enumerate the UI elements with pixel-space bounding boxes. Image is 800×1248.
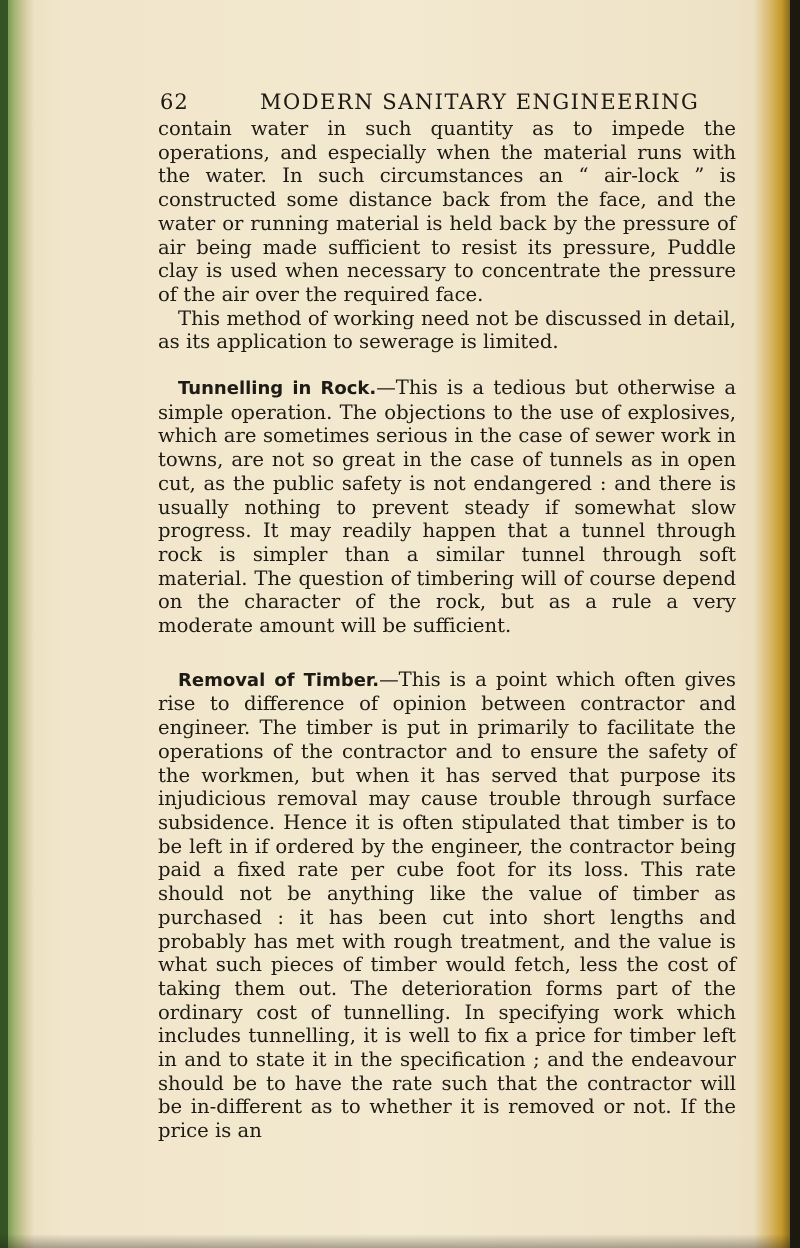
section-heading-timber: Removal of Timber. [178,669,380,691]
section-text-timber: —This is a point which often gives rise to difference of opinion between contractor and engineer. The timber is put in primarily to facilitate the operations of the contractor and to ensure the safety of the workmen, but when it has served that purpose its injudicious removal may cause trouble through surface subsidence. Hence it is often stipulated that timber is to be left in if ordered by the engineer, the contractor being paid a fixed rate per cube foot for its loss. This rate should not be anything like the value of timber as purchased : it has been cut into short lengths and probably has met with rough treatment, and the value is what such pieces of timber would fetch, less the cost of taking them out. The deterioration forms part of the ordinary cost of tunnelling. In specifying work which includes tunnelling, it is well to fix a price for timber left in and to state it in the specification ; and the endeavour should be to have the rate such that the contractor will be in-different as to whether it is removed or not. If the price is an [158,667,736,1143]
page-number: 62 [160,90,189,114]
section-text-tunnelling: —This is a tedious but otherwise a simple operation. The objections to the use of explosives, which are sometimes serious in the case of sewer work in towns, are not so great in the case of tunnels as in open cut, as the public safety is not endangered : and there is usually nothing to prevent steady if somewhat slow progress. It may readily happen that a tunnel through rock is simpler than a similar tunnel through soft material. The question of timbering will of course depend on the character of the rock, but as a rule a very moderate amount will be sufficient. [158,376,737,638]
running-header [160,90,720,120]
paragraph-method: This method of working need not be discussed in detail, as its application to sewerage is limited. [158,306,736,354]
section-removal-of-timber [158,668,736,1143]
binding-strip [0,0,8,1248]
page-fore-edge [790,0,800,1248]
paragraph-continued: contain water in such quantity as to impede the operations, and especially when the material runs with the water. In such circumstances an “ air-lock ” is constructed some distance back from the face, and the water or running material is held back by the pressure of air being made sufficient to resist its pressure, Puddle clay is used when necessary to concentrate the pressure of the air over the required face. [158,117,736,306]
running-title: MODERN SANITARY ENGINEERING [260,90,700,114]
page-body [158,117,736,1143]
section-heading-tunnelling: Tunnelling in Rock. [178,378,377,400]
page-bottom-shadow [0,1234,800,1248]
section-tunnelling-in-rock [158,376,736,638]
